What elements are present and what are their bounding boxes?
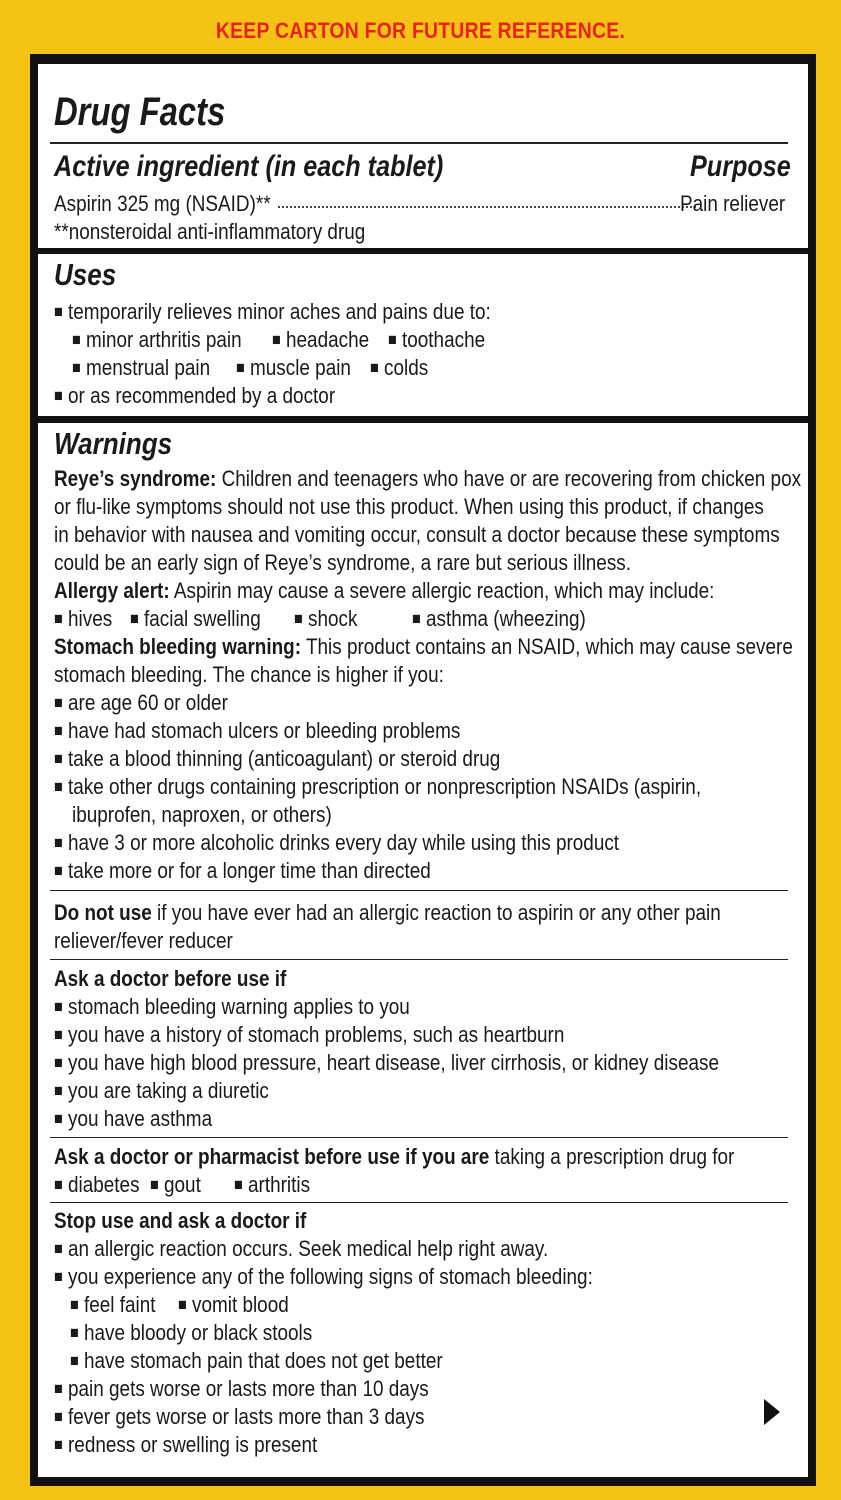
divider [50,142,788,144]
ask-doctor-heading: Ask a doctor before use if [54,966,287,991]
reyes-label: Reye’s syndrome: [54,466,217,491]
purpose-value: Pain reliever [680,191,786,216]
do-not-use-text: if you have ever had an allergic reaction to aspirin or any other pain [157,900,721,925]
ingredient-footnote: **nonsteroidal anti-inflammatory drug [54,219,366,244]
list-item: ■ vomit blood [178,1291,289,1321]
reyes-text: could be an early sign of Reye’s syndrome, a rare but serious illness. [54,550,632,575]
uses-line: ■ temporarily relieves minor aches and pains due to: [54,298,491,328]
do-not-use-paragraph [54,899,721,927]
list-item: ■ you experience any of the following signs of stomach bleeding: [54,1263,593,1293]
list-item: ■ shock [294,605,357,635]
list-item: ■ colds [370,354,428,384]
list-item: ■ headache [272,326,369,356]
continue-arrow-icon [764,1399,780,1425]
drug-facts-panel [30,54,816,1486]
stomach-text: stomach bleeding. The chance is higher if you: [54,662,444,687]
ask-pharmacist-paragraph [54,1143,734,1171]
carton-note: KEEP CARTON FOR FUTURE REFERENCE. [215,18,626,43]
uses-line: ■ or as recommended by a doctor [54,382,335,412]
list-item: ■ gout [150,1171,201,1201]
list-item: ■ stomach bleeding warning applies to you [54,993,410,1023]
reyes-text: or flu-like symptoms should not use this product. When using this product, if changes [54,494,764,519]
reyes-paragraph [54,465,801,493]
list-item: ■ you have asthma [54,1105,212,1135]
allergy-paragraph [54,577,714,605]
list-item: ■ take a blood thinning (anticoagulant) or steroid drug [54,745,500,775]
list-item: ■ redness or swelling is present [54,1431,317,1461]
list-item: ■ toothache [388,326,485,356]
list-item-cont: ibuprofen, naproxen, or others) [72,802,332,827]
list-item: ■ take other drugs containing prescription or nonprescription NSAIDs (aspirin, [54,773,701,803]
list-item: ■ have 3 or more alcoholic drinks every day while using this product [54,829,619,859]
stomach-paragraph [54,633,793,661]
list-item: ■ asthma (wheezing) [412,605,586,635]
stop-use-heading: Stop use and ask a doctor if [54,1208,307,1233]
list-item: ■ take more or for a longer time than directed [54,857,431,887]
uses-heading: Uses [54,257,117,292]
stomach-text: This product contains an NSAID, which may cause severe [305,634,793,659]
list-item: ■ feel faint [70,1291,156,1321]
list-item: ■ are age 60 or older [54,689,228,719]
list-item: ■ you are taking a diuretic [54,1077,269,1107]
list-item: ■ minor arthritis pain [72,326,242,356]
reyes-text: Children and teenagers who have or are recovering from chicken pox [221,466,802,491]
list-item: ■ have had stomach ulcers or bleeding problems [54,717,460,747]
list-item: ■ facial swelling [130,605,261,635]
divider [50,959,788,960]
reyes-text: in behavior with nausea and vomiting occur, consult a doctor because these symptoms [54,522,780,547]
list-item: ■ muscle pain [236,354,351,384]
stomach-label: Stomach bleeding warning: [54,634,302,659]
allergy-label: Allergy alert: [54,578,170,603]
list-item: ■ an allergic reaction occurs. Seek medical help right away. [54,1235,548,1265]
warnings-heading: Warnings [54,426,173,461]
active-ingredient-heading: Active ingredient (in each tablet) [54,150,444,183]
drug-facts-title: Drug Facts [54,90,226,134]
active-ingredient-section [38,64,808,248]
list-item: ■ you have high blood pressure, heart disease, liver cirrhosis, or kidney disease [54,1049,719,1079]
list-item: ■ pain gets worse or lasts more than 10 days [54,1375,429,1405]
divider [50,890,788,891]
list-item: ■ have stomach pain that does not get better [70,1347,443,1377]
do-not-use-text: reliever/fever reducer [54,928,233,953]
list-item: ■ menstrual pain [72,354,210,384]
dot-leader [278,204,696,208]
list-item: ■ fever gets worse or lasts more than 3 days [54,1403,424,1433]
list-item: ■ have bloody or black stools [70,1319,312,1349]
divider [50,1137,788,1138]
list-item: ■ diabetes [54,1171,140,1201]
purpose-heading: Purpose [690,150,791,183]
divider [50,1202,788,1203]
ask-pharmacist-text: taking a prescription drug for [494,1144,735,1169]
list-item: ■ you have a history of stomach problems, such as heartburn [54,1021,564,1051]
uses-section [38,254,808,416]
do-not-use-label: Do not use [54,900,152,925]
list-item: ■ arthritis [234,1171,310,1201]
warnings-section [38,423,808,1477]
list-item: ■ hives [54,605,112,635]
allergy-text: Aspirin may cause a severe allergic reaction, which may include: [173,578,715,603]
ingredient-name: Aspirin 325 mg (NSAID)** [54,191,271,216]
ask-pharmacist-label: Ask a doctor or pharmacist before use if you are [54,1144,490,1169]
